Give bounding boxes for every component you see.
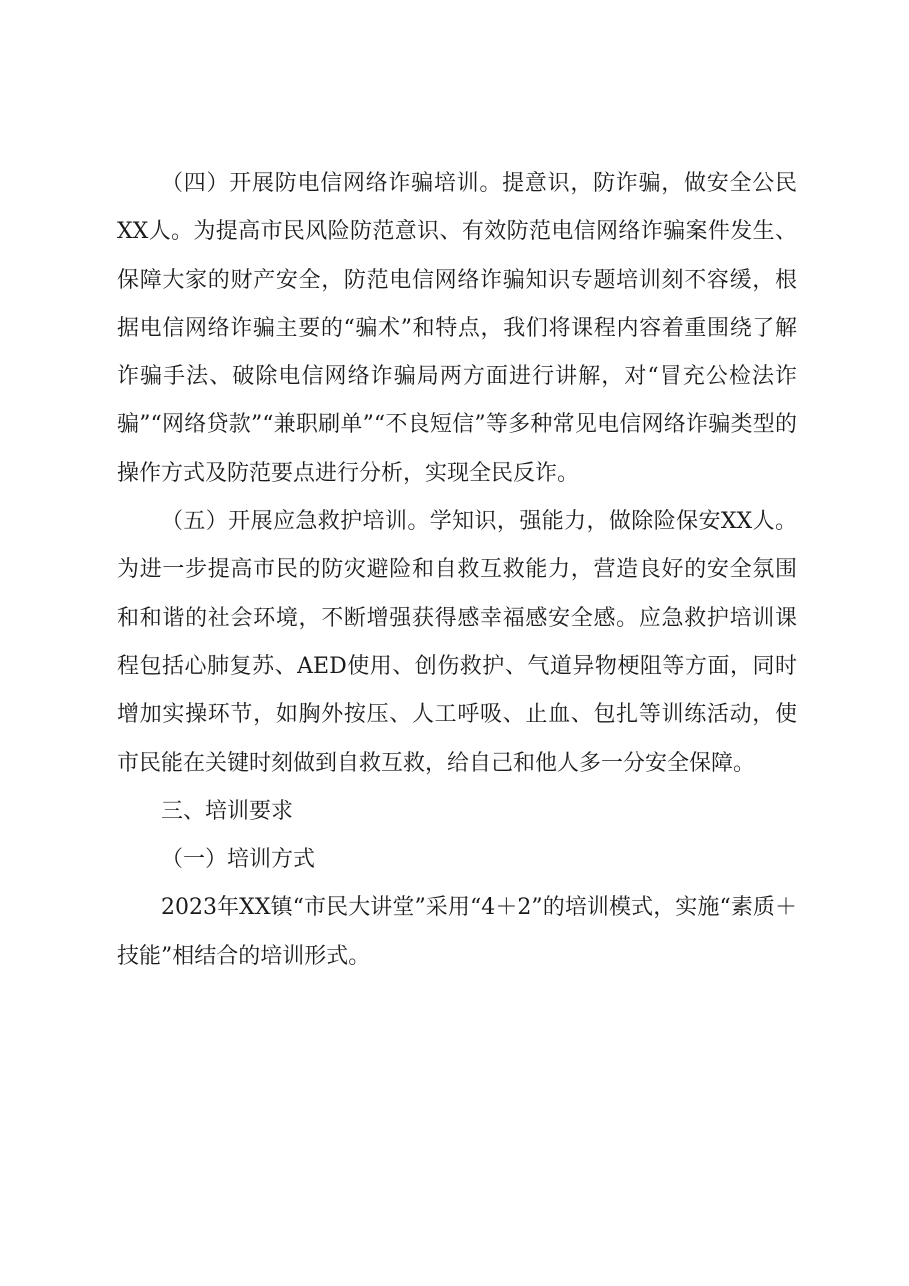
subsection-heading-training-method: （一）培训方式	[161, 847, 316, 873]
paragraph-anti-fraud-training: （四）开展防电信网络诈骗培训。提意识，防诈骗，做安全公民XX人。为提高市民风险防范意识、有效防范电信网络诈骗案件发生、保障大家的财产安全，防范电信网络诈骗知识专题培训刻不容缓，根据电信网络诈骗主要的“骗术”和特点，我们将课程内容着重围绕了解诈骗手法、破除电信网络诈骗局两方面进行讲解，对“冒充公检法诈骗”“网络贷款”“兼职刷单”“不良短信”等多种常见电信网络诈骗类型的操作方式及防范要点进行分析，实现全民反诈。	[117, 171, 797, 486]
section-heading-training-requirements: 三、培训要求	[161, 798, 294, 824]
paragraph-emergency-rescue-training: （五）开展应急救护培训。学知识，强能力，做除险保安XX人。为进一步提高市民的防灾避险和自救互救能力，营造良好的安全氛围和和谐的社会环境，不断增强获得感幸福感安全感。应急救护培训课程包括心肺复苏、AED使用、创伤救护、气道异物梗阻等方面，同时增加实操环节，如胸外按压、人工呼吸、止血、包扎等训练活动，使市民能在关键时刻做到自救互救，给自己和他人多一分安全保障。	[117, 509, 797, 776]
document-body	[117, 160, 797, 981]
paragraph-training-model: 2023年XX镇“市民大讲堂”采用“4＋2”的培训模式，实施“素质＋技能”相结合的培训形式。	[117, 895, 797, 969]
